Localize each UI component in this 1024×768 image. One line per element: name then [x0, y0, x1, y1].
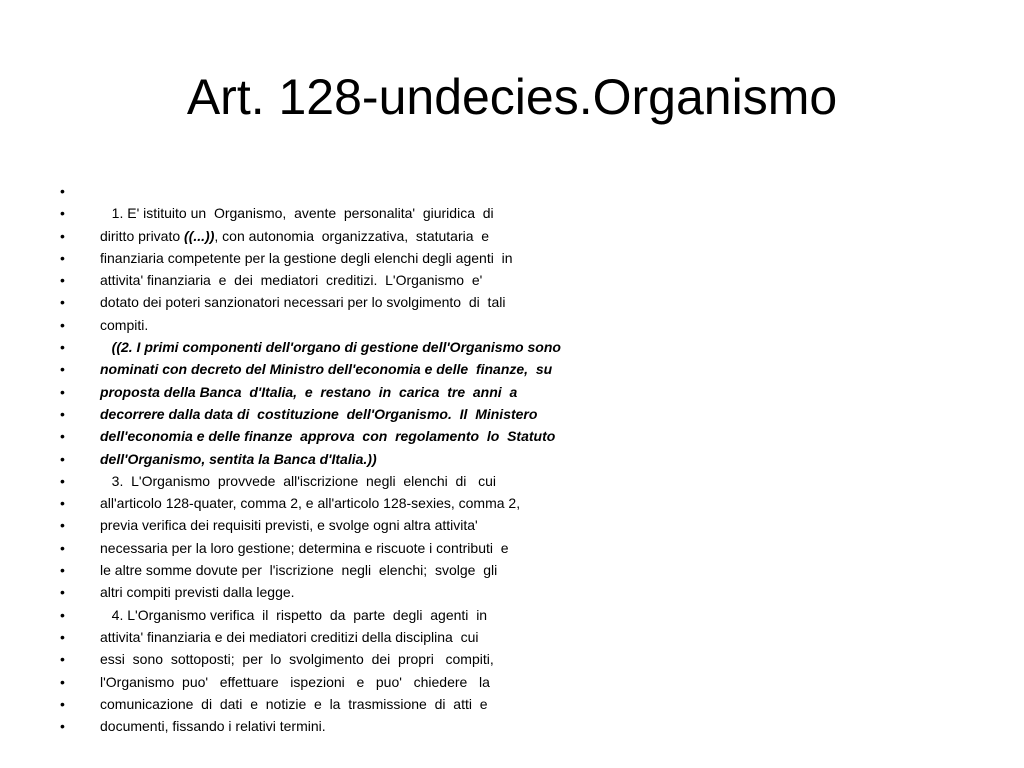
- bullet-text: l'Organismo puo' effettuare ispezioni e puo' chiedere la: [100, 673, 490, 690]
- bullet-line: [0, 537, 1024, 559]
- bullet-text: attivita' finanziaria e dei mediatori creditizi della disciplina cui: [100, 628, 479, 645]
- bullet-line: [0, 314, 1024, 336]
- bullet-icon: •: [60, 339, 65, 356]
- bullet-icon: •: [60, 294, 65, 311]
- bullet-text: previa verifica dei requisiti previsti, e svolge ogni altra attivita': [100, 517, 478, 534]
- bullet-icon: •: [60, 428, 65, 445]
- bullet-line: [0, 581, 1024, 603]
- bullet-text: documenti, fissando i relativi termini.: [100, 718, 326, 735]
- bullet-icon: •: [60, 361, 65, 378]
- bullet-icon: •: [60, 606, 65, 623]
- bullet-line: [0, 492, 1024, 514]
- bullet-line: [0, 626, 1024, 648]
- bullet-icon: •: [60, 205, 65, 222]
- bullet-text: finanziaria competente per la gestione degli elenchi degli agenti in: [100, 249, 513, 266]
- bullet-line: [0, 470, 1024, 492]
- bullet-line: [0, 425, 1024, 447]
- bullet-text: attivita' finanziaria e dei mediatori creditizi. L'Organismo e': [100, 272, 483, 289]
- bullet-text: le altre somme dovute per l'iscrizione negli elenchi; svolge gli: [100, 562, 498, 579]
- bullet-line: [0, 604, 1024, 626]
- bullet-line: [0, 336, 1024, 358]
- bullet-line: [0, 225, 1024, 247]
- bullet-icon: •: [60, 316, 65, 333]
- bullet-icon: •: [60, 227, 65, 244]
- bullet-text: ((2. I primi componenti dell'organo di gestione dell'Organismo sono: [100, 339, 561, 356]
- bullet-text: decorrere dalla data di costituzione dell'Organismo. Il Ministero: [100, 405, 538, 422]
- bullet-line: [0, 247, 1024, 269]
- slide-title: Art. 128-undecies.Organismo: [186, 69, 838, 125]
- bullet-text-emphasis: ((...)): [184, 227, 215, 244]
- bullet-text: all'articolo 128-quater, comma 2, e all'articolo 128-sexies, comma 2,: [100, 495, 521, 512]
- bullet-list: [0, 180, 1024, 737]
- bullet-line: [0, 671, 1024, 693]
- bullet-icon: •: [60, 539, 65, 556]
- bullet-text: altri compiti previsti dalla legge.: [100, 584, 295, 601]
- bullet-text: necessaria per la loro gestione; determina e riscuote i contributi e: [100, 539, 509, 556]
- bullet-icon: •: [60, 695, 65, 712]
- bullet-text: essi sono sottoposti; per lo svolgimento dei propri compiti,: [100, 651, 494, 668]
- bullet-text: 3. L'Organismo provvede all'iscrizione negli elenchi di cui: [100, 472, 496, 489]
- bullet-icon: •: [60, 272, 65, 289]
- bullet-icon: •: [60, 517, 65, 534]
- bullet-icon: •: [60, 584, 65, 601]
- bullet-text: 4. L'Organismo verifica il rispetto da parte degli agenti in: [100, 606, 488, 623]
- bullet-text: comunicazione di dati e notizie e la trasmissione di atti e: [100, 695, 488, 712]
- bullet-line: [0, 269, 1024, 291]
- bullet-line: [0, 291, 1024, 313]
- bullet-line: [0, 715, 1024, 737]
- bullet-text: dotato dei poteri sanzionatori necessari per lo svolgimento di tali: [100, 294, 506, 311]
- bullet-text: dell'economia e delle finanze approva con regolamento lo Statuto: [100, 428, 556, 445]
- bullet-line: [0, 381, 1024, 403]
- bullet-line: [0, 448, 1024, 470]
- bullet-icon: •: [60, 405, 65, 422]
- bullet-icon: •: [60, 383, 65, 400]
- bullet-icon: •: [60, 628, 65, 645]
- bullet-icon: •: [60, 495, 65, 512]
- bullet-icon: •: [60, 249, 65, 266]
- bullet-icon: •: [60, 673, 65, 690]
- bullet-text: proposta della Banca d'Italia, e restano in carica tre anni a: [100, 383, 518, 400]
- bullet-line: [0, 358, 1024, 380]
- bullet-icon: •: [60, 450, 65, 467]
- bullet-icon: •: [60, 183, 65, 199]
- bullet-icon: •: [60, 718, 65, 735]
- bullet-line: [0, 202, 1024, 224]
- bullet-icon: •: [60, 651, 65, 668]
- bullet-line: [0, 180, 1024, 202]
- bullet-text-part: , con autonomia organizzativa, statutaria e: [214, 227, 490, 244]
- bullet-text: nominati con decreto del Ministro dell'economia e delle finanze, su: [100, 361, 553, 378]
- bullet-line: [0, 693, 1024, 715]
- bullet-text-part: diritto privato: [100, 227, 185, 244]
- bullet-text: compiti.: [100, 316, 149, 333]
- bullet-icon: •: [60, 472, 65, 489]
- bullet-text: 1. E' istituito un Organismo, avente personalita' giuridica di: [100, 205, 494, 222]
- bullet-icon: •: [60, 562, 65, 579]
- bullet-line: [0, 559, 1024, 581]
- bullet-line: [0, 648, 1024, 670]
- bullet-line: [0, 514, 1024, 536]
- bullet-text: [100, 225, 489, 247]
- bullet-line: [0, 403, 1024, 425]
- bullet-text: dell'Organismo, sentita la Banca d'Italia.)): [100, 450, 377, 467]
